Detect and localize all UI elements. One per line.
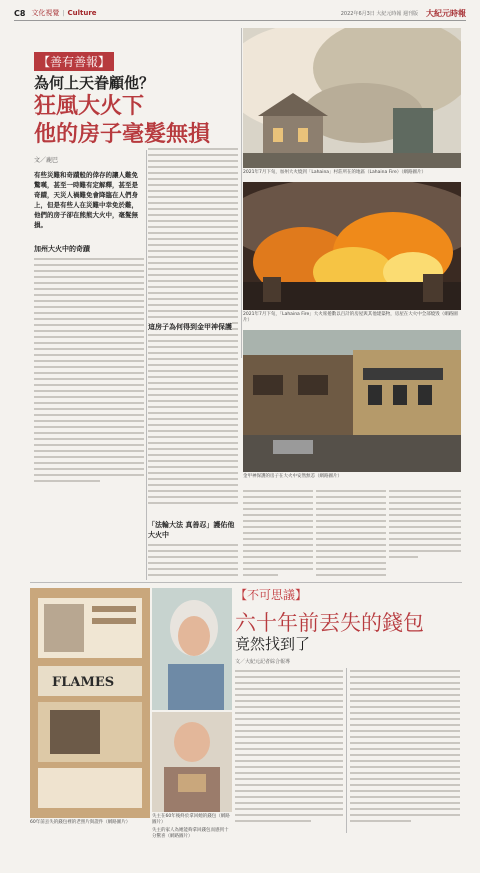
article1-headline-line2: 他的房子毫髮無損 <box>34 121 211 147</box>
caption-wallet: 60年前丟失的錢包裡的老照片與證件（網路圖片） <box>30 820 131 825</box>
fire-smoke-illustration <box>243 28 461 168</box>
article1-col1-text <box>34 258 144 494</box>
wallet-illustration <box>30 588 150 818</box>
caption-2: 2021年7月下旬，「Lahaina Fire」大火席捲數以百計的房屋與其他建築物，房屋在大火中全部燒毀（網路圖片） <box>243 312 458 323</box>
article2-byline: 文／大紀元記者綜合報導 <box>235 659 291 665</box>
article1-subhead1: 加州大火中的奇蹟 <box>34 245 90 253</box>
article1-callout: 「法輪大法 真善忍」護佑他大火中 <box>148 521 235 539</box>
article1-tag: 【善有善報】 <box>34 52 114 71</box>
caption-woman1: 失主在60年後終於拿回她的錢包（網路圖片） <box>152 814 230 825</box>
article2-tag: 【不可思議】 <box>235 588 308 602</box>
street-illustration <box>243 330 461 472</box>
fire-smoke-photo <box>243 28 461 168</box>
section-separator: | <box>62 9 65 17</box>
article1-author: 文／鹿巴 <box>34 157 59 164</box>
woman-wallet-illustration <box>152 712 232 812</box>
woman-wallet-photo <box>152 712 232 812</box>
article1-subhead2: 這房子為何得到金甲神保護 <box>148 320 232 334</box>
fire-flames-photo <box>243 182 461 310</box>
woman-illustration <box>152 588 232 710</box>
article1-headline <box>34 92 234 148</box>
article1-col2-tail <box>148 544 238 580</box>
section-name: 文化視覺 <box>31 9 60 17</box>
article1-headline-line1: 狂風大火下 <box>34 93 145 119</box>
article1-col4-text <box>316 490 386 580</box>
article-separator <box>30 582 462 583</box>
caption-1: 2021年7月下旬，加州大火燒到「Lahaina」村莊所在的地區（Lahaina Fire）（網路圖片） <box>243 170 426 175</box>
article2-subhead: 竟然找到了 <box>235 635 311 653</box>
caption-woman2: 失主的家人為她能夠拿回錢包而感到十分驚喜（網路圖片） <box>152 828 229 839</box>
article2-col1-text <box>235 670 343 830</box>
article2-col2-text <box>350 670 460 830</box>
page-header <box>14 6 466 21</box>
wallet-photo <box>30 588 150 818</box>
column-divider-1 <box>146 150 147 580</box>
section-name-en: Culture <box>67 9 97 17</box>
article1-col3-text <box>243 490 313 580</box>
article2-column-divider <box>346 668 347 833</box>
page-number: C8 <box>14 8 26 18</box>
woman-photo <box>152 588 232 710</box>
article1-question-title: 為何上天眷顧他？ <box>34 74 155 92</box>
fire-flames-illustration <box>243 182 461 310</box>
publication-logo: 大紀元時報 <box>426 7 466 18</box>
article2-headline: 六十年前丟失的錢包 <box>235 611 424 635</box>
street-photo <box>243 330 461 472</box>
issue-date: 2022年6月3日 大紀元時報 週刊版 <box>340 10 418 17</box>
column-divider-2 <box>241 28 242 358</box>
article1-col5-text <box>389 490 461 580</box>
caption-3: 金甲神保護的房子在大火中安然無恙（網路圖片） <box>243 474 342 479</box>
wallet-flames-text: FLAMES <box>52 675 115 690</box>
article1-lede: 有些災難和奇蹟般的倖存的讓人難免驚嘆，甚至一時難有定解釋，甚至是奇蹟，天災人禍難免會降臨在人們身上，但是有些人在災難中幸免於難，他們的房子卻在熊熊大火中，毫髮無損。 <box>34 171 138 229</box>
